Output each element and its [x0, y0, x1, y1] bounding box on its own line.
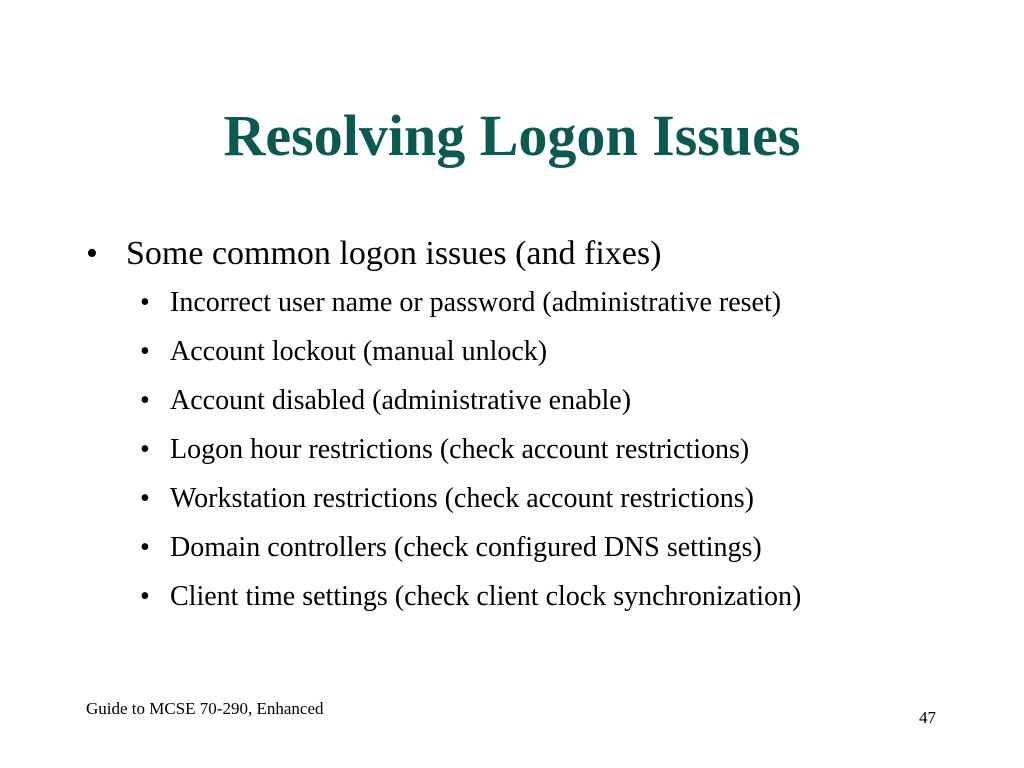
slide-content: [80, 232, 950, 627]
main-bullet: [80, 232, 950, 276]
sub-bullet-text: Incorrect user name or password (administrative reset): [170, 287, 782, 318]
footer-course-title: Guide to MCSE 70-290, Enhanced: [86, 699, 324, 718]
bullet-marker: •: [140, 336, 150, 367]
sub-bullet-item: [136, 578, 950, 616]
sub-bullet-text: Account lockout (manual unlock): [170, 336, 548, 367]
sub-bullet-text: Workstation restrictions (check account restrictions): [170, 483, 754, 514]
sub-bullet-list: [136, 284, 950, 616]
footer-page-number: 47: [919, 708, 936, 727]
sub-bullet-text: Client time settings (check client clock synchronization): [170, 581, 802, 612]
bullet-marker: •: [140, 483, 150, 514]
bullet-marker: •: [140, 385, 150, 416]
sub-bullet-text: Account disabled (administrative enable): [170, 385, 632, 416]
bullet-marker: •: [86, 235, 98, 272]
bullet-marker: •: [140, 434, 150, 465]
slide-title: Resolving Logon Issues: [223, 103, 801, 168]
bullet-marker: •: [140, 287, 150, 318]
sub-bullet-item: [136, 382, 950, 420]
sub-bullet-item: [136, 480, 950, 518]
sub-bullet-text: Domain controllers (check configured DNS settings): [170, 532, 762, 563]
sub-bullet-text: Logon hour restrictions (check account restrictions): [170, 434, 750, 465]
sub-bullet-item: [136, 529, 950, 567]
sub-bullet-item: [136, 284, 950, 322]
main-bullet-text: Some common logon issues (and fixes): [126, 235, 662, 272]
sub-bullet-item: [136, 431, 950, 469]
bullet-marker: •: [140, 581, 150, 612]
sub-bullet-item: [136, 333, 950, 371]
bullet-marker: •: [140, 532, 150, 563]
